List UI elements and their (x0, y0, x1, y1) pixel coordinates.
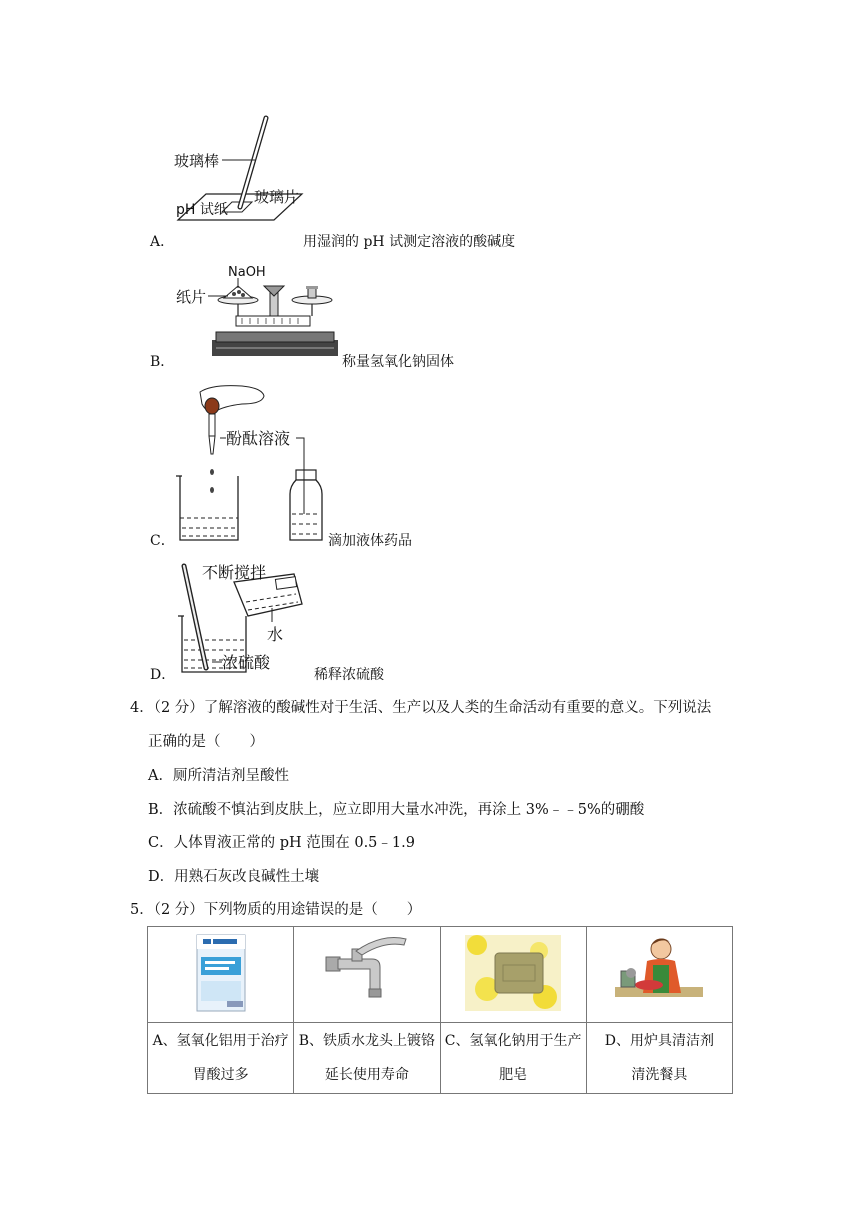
q5-cell-b-line2: 延长使用寿命 (324, 1067, 409, 1083)
label-glass-rod: 玻璃棒 (174, 152, 220, 170)
q5-cell-c-line1: C、氢氧化钠用于生产 (444, 1033, 582, 1049)
person-washing-dishes-icon (609, 931, 709, 1015)
medicine-box-icon (191, 931, 251, 1015)
q4-option-b: B．浓硫酸不慎沾到皮肤上，应立即用大量水冲洗，再涂上 3%﹣﹣5%的硼酸 (148, 802, 645, 818)
option-a-letter: A． (150, 234, 175, 250)
q5-cell-a-caption (148, 1023, 294, 1094)
label-glass-plate: 玻璃片 (254, 188, 300, 206)
label-water: 水 (267, 625, 284, 644)
q5-options-table (147, 926, 733, 1094)
q4-stem-line1: 4．（2 分）了解溶液的酸碱性对于生活、生产以及人类的生命活动有重要的意义。下列说法 (130, 700, 712, 716)
q5-cell-d-line2: 清洗餐具 (631, 1067, 688, 1083)
soap-icon (465, 931, 561, 1015)
figure-dilution (172, 560, 322, 684)
q5-cell-d-line1: D、用炉具清洁剂 (604, 1033, 714, 1049)
option-b-caption: 称量氢氧化钠固体 (342, 354, 454, 370)
figure-dropper (172, 382, 332, 550)
q4-option-a: A．厕所清洁剂呈酸性 (148, 768, 289, 784)
label-ph-paper: pH 试纸 (176, 202, 228, 218)
q5-cell-a-line2: 胃酸过多 (192, 1067, 249, 1083)
q5-cell-a-image (148, 927, 294, 1023)
q5-cell-c-line2: 肥皂 (499, 1067, 528, 1083)
option-a-caption: 用湿润的 pH 试测定溶液的酸碱度 (303, 234, 516, 250)
label-naoh: NaOH (228, 265, 266, 280)
option-d-letter: D． (150, 667, 176, 683)
label-stir: 不断搅拌 (202, 563, 267, 582)
q5-cell-d-caption (586, 1023, 732, 1094)
option-b-letter: B． (150, 354, 175, 370)
q5-cell-b-caption (294, 1023, 440, 1094)
q4-stem-line2: 正确的是（ ） (148, 734, 264, 750)
option-c-caption: 滴加液体药品 (328, 533, 412, 549)
q4-option-c: C．人体胃液正常的 pH 范围在 0.5﹣1.9 (148, 835, 415, 851)
faucet-icon (322, 931, 412, 1015)
figure-balance (172, 262, 347, 366)
label-paper-piece: 纸片 (176, 288, 207, 306)
label-conc-acid: 浓硫酸 (222, 653, 271, 672)
q4-option-d: D．用熟石灰改良碱性土壤 (148, 869, 320, 885)
q5-cell-c-image (440, 927, 586, 1023)
option-c-letter: C． (150, 533, 175, 549)
label-phenolphthalein: 酚酞溶液 (226, 429, 291, 448)
q5-cell-b-image (294, 927, 440, 1023)
q5-cell-a-line1: A、氢氧化铝用于治疗 (152, 1033, 289, 1049)
option-d-caption: 稀释浓硫酸 (314, 667, 384, 683)
q5-cell-b-line1: B、铁质水龙头上镀铬 (298, 1033, 436, 1049)
q5-stem: 5．（2 分）下列物质的用途错误的是（ ） (130, 902, 422, 918)
q5-cell-d-image (586, 927, 732, 1023)
q5-cell-c-caption (440, 1023, 586, 1094)
figure-ph-test (170, 112, 310, 248)
